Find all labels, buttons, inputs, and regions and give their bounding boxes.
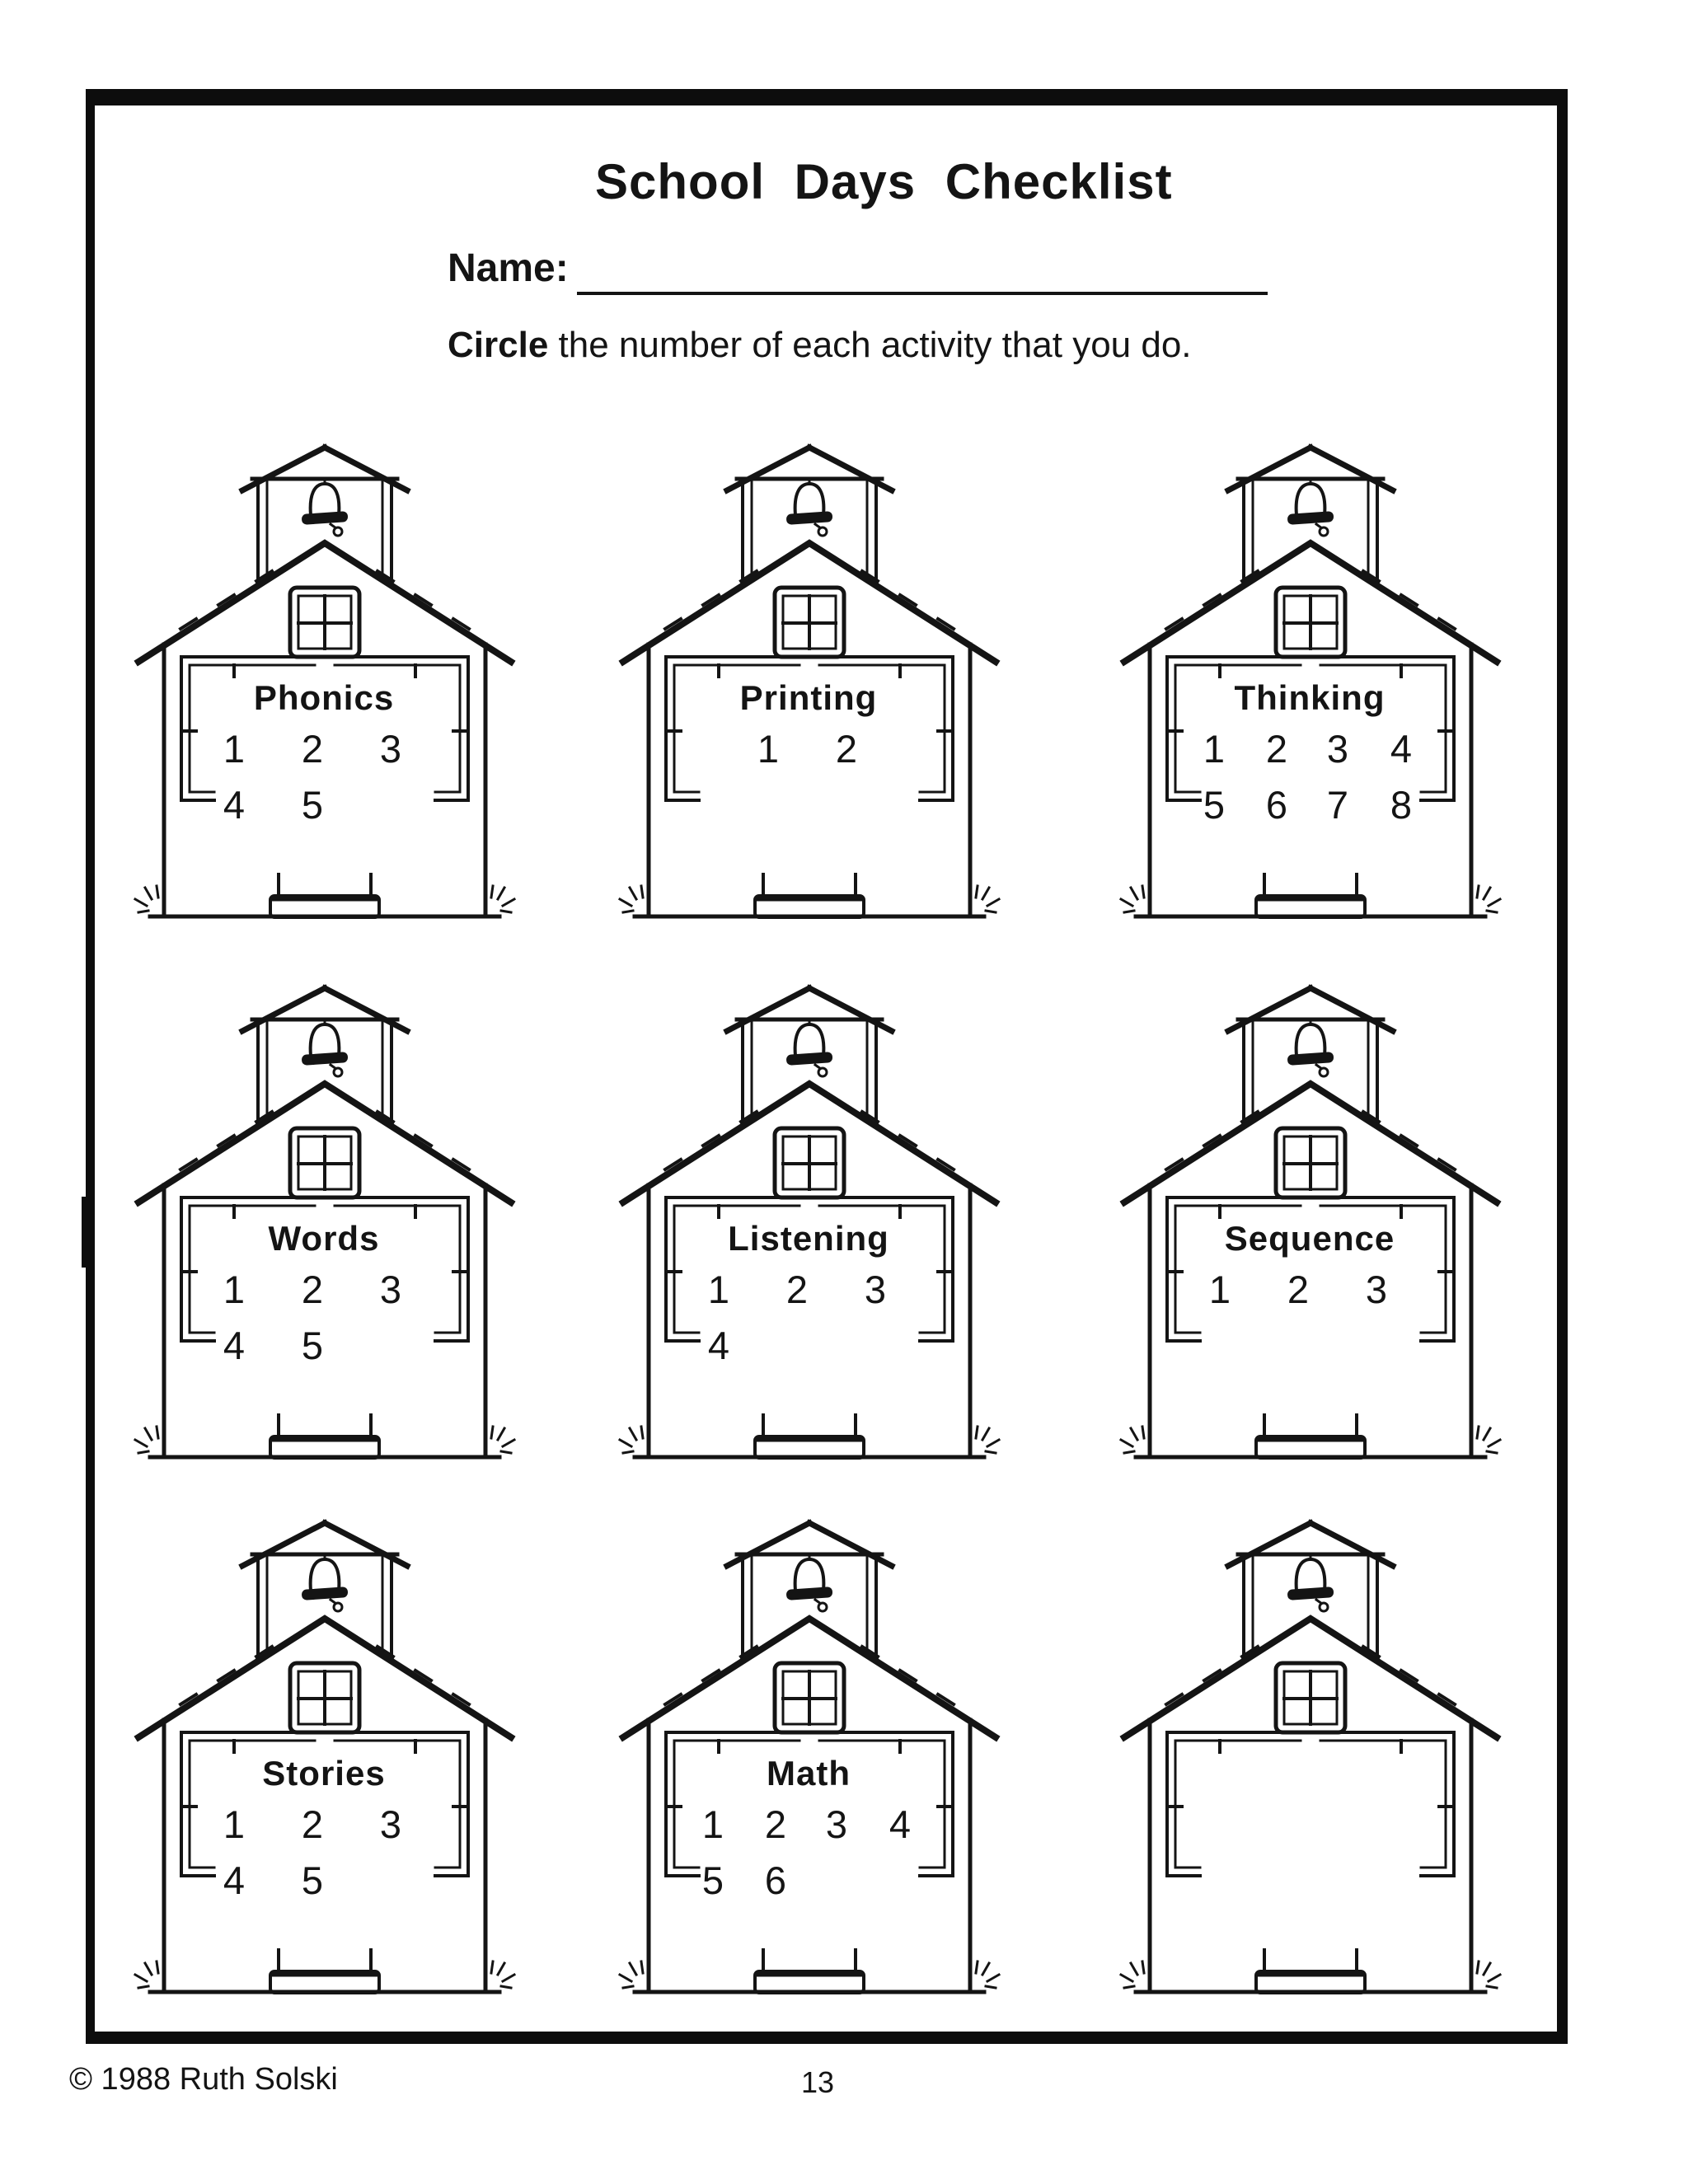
page-number: 13 xyxy=(801,2065,835,2099)
grass-icon xyxy=(620,886,643,912)
activity-number[interactable]: 4 xyxy=(223,1324,246,1367)
activity-number[interactable]: 7 xyxy=(1326,783,1349,827)
window-icon xyxy=(290,1663,359,1732)
grass-icon xyxy=(135,1427,158,1453)
house-words xyxy=(127,982,523,1476)
activity-number[interactable]: 1 xyxy=(223,1802,246,1846)
activity-number[interactable]: 3 xyxy=(825,1802,848,1846)
window-icon xyxy=(290,588,359,657)
activity-number[interactable]: 5 xyxy=(301,783,324,827)
house-thinking xyxy=(1113,441,1508,935)
tower-walls xyxy=(1244,1554,1377,1660)
window-icon xyxy=(290,1128,359,1197)
activity-number[interactable]: 1 xyxy=(707,1268,730,1311)
door-icon xyxy=(270,1950,379,1993)
activity-number[interactable]: 3 xyxy=(1326,727,1349,771)
grass-icon xyxy=(976,886,999,912)
window-icon xyxy=(775,1663,844,1732)
house-label: Stories xyxy=(262,1754,386,1793)
activity-number[interactable]: 4 xyxy=(889,1802,912,1846)
activity-number[interactable]: 5 xyxy=(301,1858,324,1902)
grass-icon xyxy=(976,1427,999,1453)
bell-icon xyxy=(302,479,349,536)
house-label: Words xyxy=(268,1219,380,1258)
grass-icon xyxy=(491,1961,514,1988)
grass-icon xyxy=(1477,1961,1500,1988)
window-icon xyxy=(1276,1128,1345,1197)
activity-number[interactable]: 2 xyxy=(1287,1268,1310,1311)
bell-icon xyxy=(1287,1019,1334,1076)
activity-number[interactable]: 2 xyxy=(835,727,858,771)
bell-icon xyxy=(786,1554,833,1611)
page-title: School Days Checklist xyxy=(595,154,1173,209)
name-row xyxy=(448,246,569,291)
tower-walls xyxy=(258,1554,392,1660)
activity-number[interactable]: 2 xyxy=(301,727,324,771)
activity-number[interactable]: 3 xyxy=(1365,1268,1388,1311)
instruction-rest: the number of each activity that you do. xyxy=(548,325,1192,365)
activity-number[interactable]: 2 xyxy=(785,1268,809,1311)
house-listening xyxy=(612,982,1007,1476)
activity-number[interactable]: 5 xyxy=(301,1324,324,1367)
door-icon xyxy=(270,874,379,917)
door-icon xyxy=(270,1415,379,1458)
house-empty xyxy=(1113,1516,1508,2011)
house-phonics xyxy=(127,441,523,935)
activity-number[interactable]: 8 xyxy=(1390,783,1413,827)
name-input-line[interactable] xyxy=(577,292,1268,296)
grass-icon xyxy=(1121,1427,1144,1453)
activity-number[interactable]: 3 xyxy=(379,1802,402,1846)
bell-icon xyxy=(1287,1554,1334,1611)
window-icon xyxy=(1276,588,1345,657)
door-icon xyxy=(1256,1950,1365,1993)
activity-number[interactable]: 2 xyxy=(301,1268,324,1311)
activity-number[interactable]: 2 xyxy=(764,1802,787,1846)
door-icon xyxy=(1256,1415,1365,1458)
tower-walls xyxy=(743,1554,876,1660)
door-icon xyxy=(755,1415,864,1458)
activity-number[interactable]: 4 xyxy=(223,783,246,827)
door-icon xyxy=(755,1950,864,1993)
activity-number[interactable]: 4 xyxy=(1390,727,1413,771)
house-label: Math xyxy=(767,1754,851,1793)
activity-number[interactable]: 2 xyxy=(1265,727,1288,771)
house-label: Thinking xyxy=(1234,678,1386,717)
tower-walls xyxy=(1244,479,1377,584)
copyright-text: © 1988 Ruth Solski xyxy=(69,2062,338,2097)
activity-number[interactable]: 5 xyxy=(1203,783,1226,827)
activity-number[interactable]: 6 xyxy=(1265,783,1288,827)
grass-icon xyxy=(620,1961,643,1988)
house-label: Sequence xyxy=(1224,1219,1395,1258)
house-label: Listening xyxy=(728,1219,889,1258)
window-icon xyxy=(1276,1663,1345,1732)
activity-number[interactable]: 5 xyxy=(701,1858,724,1902)
activity-number[interactable]: 1 xyxy=(223,1268,246,1311)
name-label: Name: xyxy=(448,246,569,290)
activity-number[interactable]: 1 xyxy=(1208,1268,1231,1311)
activity-number[interactable]: 1 xyxy=(1203,727,1226,771)
door-icon xyxy=(755,874,864,917)
grass-icon xyxy=(1121,1961,1144,1988)
tower-walls xyxy=(743,479,876,584)
activity-number[interactable]: 4 xyxy=(707,1324,730,1367)
bell-icon xyxy=(302,1019,349,1076)
bell-icon xyxy=(1287,479,1334,536)
door-icon xyxy=(1256,874,1365,917)
activity-number[interactable]: 3 xyxy=(379,1268,402,1311)
sign-frame xyxy=(1167,1732,1454,1876)
grass-icon xyxy=(1477,886,1500,912)
activity-number[interactable]: 4 xyxy=(223,1858,246,1902)
activity-number[interactable]: 1 xyxy=(701,1802,724,1846)
grass-icon xyxy=(620,1427,643,1453)
activity-number[interactable]: 3 xyxy=(864,1268,887,1311)
house-label: Phonics xyxy=(253,678,395,717)
tower-walls xyxy=(258,1019,392,1125)
activity-number[interactable]: 1 xyxy=(757,727,780,771)
grass-icon xyxy=(135,886,158,912)
grass-icon xyxy=(135,1961,158,1988)
window-icon xyxy=(775,1128,844,1197)
grass-icon xyxy=(491,886,514,912)
instruction-text xyxy=(448,325,1192,366)
bell-icon xyxy=(786,1019,833,1076)
schoolhouse-graphic xyxy=(1113,1516,1508,2011)
scan-artifact xyxy=(82,1197,91,1268)
activity-number[interactable]: 2 xyxy=(301,1802,324,1846)
house-walls xyxy=(1136,1720,1485,1992)
house-stories xyxy=(127,1516,523,2011)
bell-icon xyxy=(302,1554,349,1611)
bell-icon xyxy=(786,479,833,536)
instruction-keyword: Circle xyxy=(448,325,549,365)
grass-icon xyxy=(976,1961,999,1988)
house-math xyxy=(612,1516,1007,2011)
grass-icon xyxy=(1121,886,1144,912)
house-label: Printing xyxy=(739,678,878,717)
house-printing xyxy=(612,441,1007,935)
activity-number[interactable]: 1 xyxy=(223,727,246,771)
house-sequence xyxy=(1113,982,1508,1476)
window-icon xyxy=(775,588,844,657)
tower-walls xyxy=(258,479,392,584)
grass-icon xyxy=(491,1427,514,1453)
tower-walls xyxy=(1244,1019,1377,1125)
activity-number[interactable]: 6 xyxy=(764,1858,787,1902)
activity-number[interactable]: 3 xyxy=(379,727,402,771)
tower-walls xyxy=(743,1019,876,1125)
grass-icon xyxy=(1477,1427,1500,1453)
